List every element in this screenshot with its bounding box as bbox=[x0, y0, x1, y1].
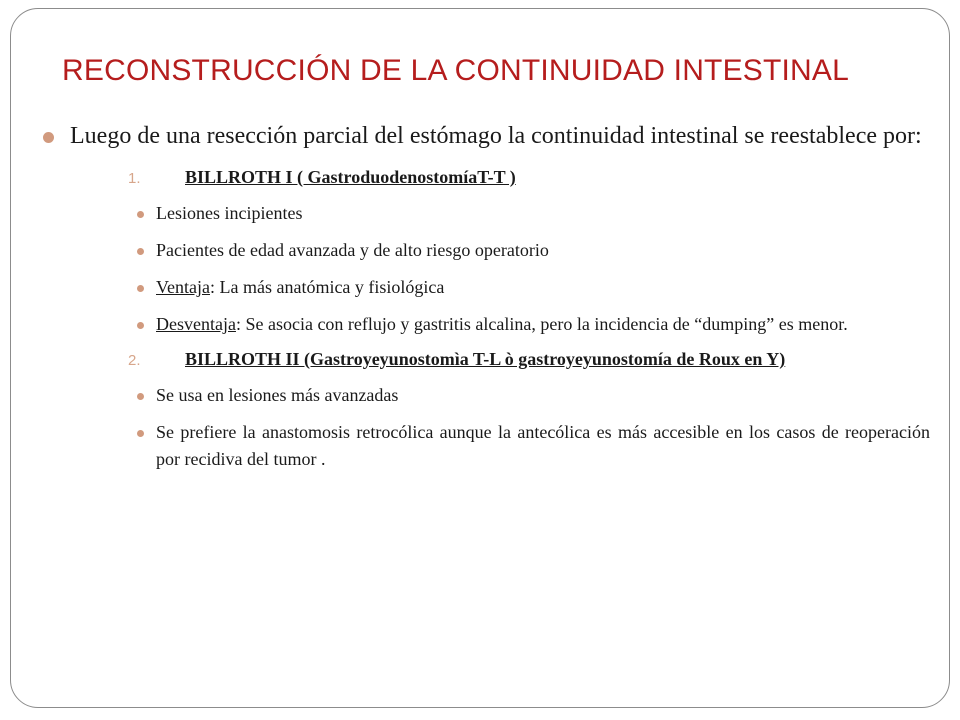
bullet-dot-icon bbox=[137, 322, 144, 329]
list-item-text: Pacientes de edad avanzada y de alto riesgo operatorio bbox=[156, 240, 549, 260]
section-1-number: 1. bbox=[128, 170, 141, 187]
section-1-title: BILLROTH I ( GastroduodenostomíaT-T ) bbox=[185, 167, 516, 187]
list-item bbox=[40, 419, 930, 473]
list-item bbox=[40, 382, 930, 409]
bullet-dot-icon bbox=[137, 285, 144, 292]
section-2-heading bbox=[40, 346, 930, 373]
list-item bbox=[40, 274, 930, 301]
slide-content bbox=[40, 120, 930, 473]
list-item-label: Desventaja bbox=[156, 314, 236, 334]
list-item-text: : La más anatómica y fisiológica bbox=[209, 277, 445, 297]
bullet-dot-icon bbox=[137, 393, 144, 400]
section-1-heading bbox=[40, 164, 930, 191]
list-item bbox=[40, 200, 930, 227]
bullet-dot-icon bbox=[137, 211, 144, 218]
list-item-text: Se usa en lesiones más avanzadas bbox=[156, 385, 399, 405]
list-item bbox=[40, 311, 930, 338]
list-item-label: Ventaja bbox=[156, 277, 210, 297]
bullet-dot-icon bbox=[43, 132, 54, 143]
section-2-title: BILLROTH II (Gastroyeyunostomìa T-L ò gastroyeyunostomía de Roux en Y) bbox=[185, 349, 786, 369]
intro-bullet bbox=[40, 120, 930, 152]
section-2-number: 2. bbox=[128, 352, 141, 369]
bullet-dot-icon bbox=[137, 430, 144, 437]
list-item-text: Lesiones incipientes bbox=[156, 203, 303, 223]
bullet-dot-icon bbox=[137, 248, 144, 255]
slide-title: RECONSTRUCCIÓN DE LA CONTINUIDAD INTESTINAL bbox=[62, 54, 850, 87]
intro-text: Luego de una resección parcial del estómago la continuidad intestinal se reestablece por: bbox=[70, 123, 922, 149]
list-item bbox=[40, 237, 930, 264]
list-item-text: Se prefiere la anastomosis retrocólica aunque la antecólica es más accesible en los casos de reoperación por recidiva del tumor . bbox=[156, 422, 930, 469]
list-item-text: : Se asocia con reflujo y gastritis alcalina, pero la incidencia de “dumping” es menor. bbox=[235, 314, 848, 334]
